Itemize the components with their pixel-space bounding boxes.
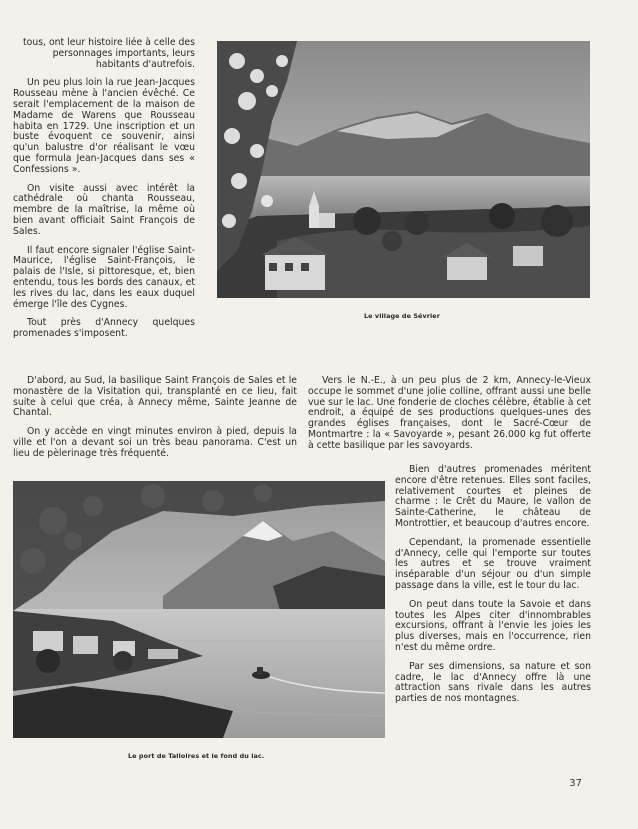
paragraph: Bien d'autres promenades méritent encore d'être retenues. Elles sont faciles, relativement courtes et pleines de charme : le Crêt du Maure, le vallon de Sainte-Catherine, le château de Montrottier, et beaucoup d'autres encore. <box>395 464 591 529</box>
talloires-photo <box>13 481 385 738</box>
paragraph: On visite aussi avec intérêt la cathédrale où chanta Rousseau, membre de la maîtrise, la même où bien avant officiait Saint François de Sales. <box>13 182 195 237</box>
talloires-caption: Le port de Talloires et le fond du lac. <box>128 752 265 760</box>
sevrier-landscape-image <box>217 41 590 298</box>
sevrier-caption: Le village de Sévrier <box>364 312 440 320</box>
mid-right-column <box>308 376 591 460</box>
paragraph: Un peu plus loin la rue Jean-Jacques Rousseau mène à l'ancien évêché. Ce serait l'emplacement de la maison de Madame de Warens que Rousseau habita en 1729. Une inscription et un buste évoquent ce souvenir, ainsi qu'un balustre d'or réalisant le vœu que formula Jean-Jacques dans ses « Confessions ». <box>13 77 195 175</box>
paragraph: tous, ont leur histoire liée à celle des personnages importants, leurs habitants d'autrefois. <box>22 37 195 70</box>
paragraph: Il faut encore signaler l'église Saint-Maurice, l'église Saint-François, le palais de l'Isle, si pittoresque, et, bien entendu, tous les bords des canaux, et les rives du lac, dans les eaux duquel émerge l'île des Cygnes. <box>13 244 195 310</box>
paragraph: On peut dans toute la Savoie et dans toutes les Alpes citer d'innombrables excursions, offrant à l'envie les joies les plus diverses, mais en l'occurrence, rien n'est du même ordre. <box>395 598 591 653</box>
paragraph: Par ses dimensions, sa nature et son cadre, le lac d'Annecy offre là une attraction sans rivale dans les autres parties de nos montagnes. <box>395 660 591 705</box>
mid-left-column <box>13 376 297 468</box>
bottom-right-column <box>395 465 591 713</box>
talloires-landscape-image <box>13 481 385 738</box>
page-number: 37 <box>569 778 582 789</box>
paragraph: Cependant, la promenade essentielle d'Annecy, celle qui l'emporte sur toutes les autres et se trouve vraiment inséparable d'un séjour ou d'un simple passage dans la ville, est le tour du lac. <box>395 536 591 591</box>
paragraph: On y accède en vingt minutes environ à pied, depuis la ville et l'on a devant soi un très beau panorama. C'est un lieu de pèlerinage très fréquenté. <box>13 426 297 459</box>
paragraph: D'abord, au Sud, la basilique Saint François de Sales et le monastère de la Visitation qui, transplanté en ce lieu, fait suite à celui que créa, à Annecy même, Sainte Jeanne de Chantal. <box>13 375 297 419</box>
top-left-column <box>13 38 195 348</box>
paragraph: Vers le N.-E., à un peu plus de 2 km, Annecy-le-Vieux occupe le sommet d'une jolie colline, offrant aussi une belle vue sur le lac. Une fonderie de cloches célèbre, établie à cet endroit, a équipé de ses productions quelques-unes des grandes églises françaises, dont le Sacré-Cœur de Montmartre : la « Savoyarde », pesant 26.000 kg fut offerte à cette basilique par les savoyards. <box>308 375 591 451</box>
paragraph: Tout près d'Annecy quelques promenades s'imposent. <box>13 317 195 340</box>
sevrier-photo <box>217 41 590 298</box>
